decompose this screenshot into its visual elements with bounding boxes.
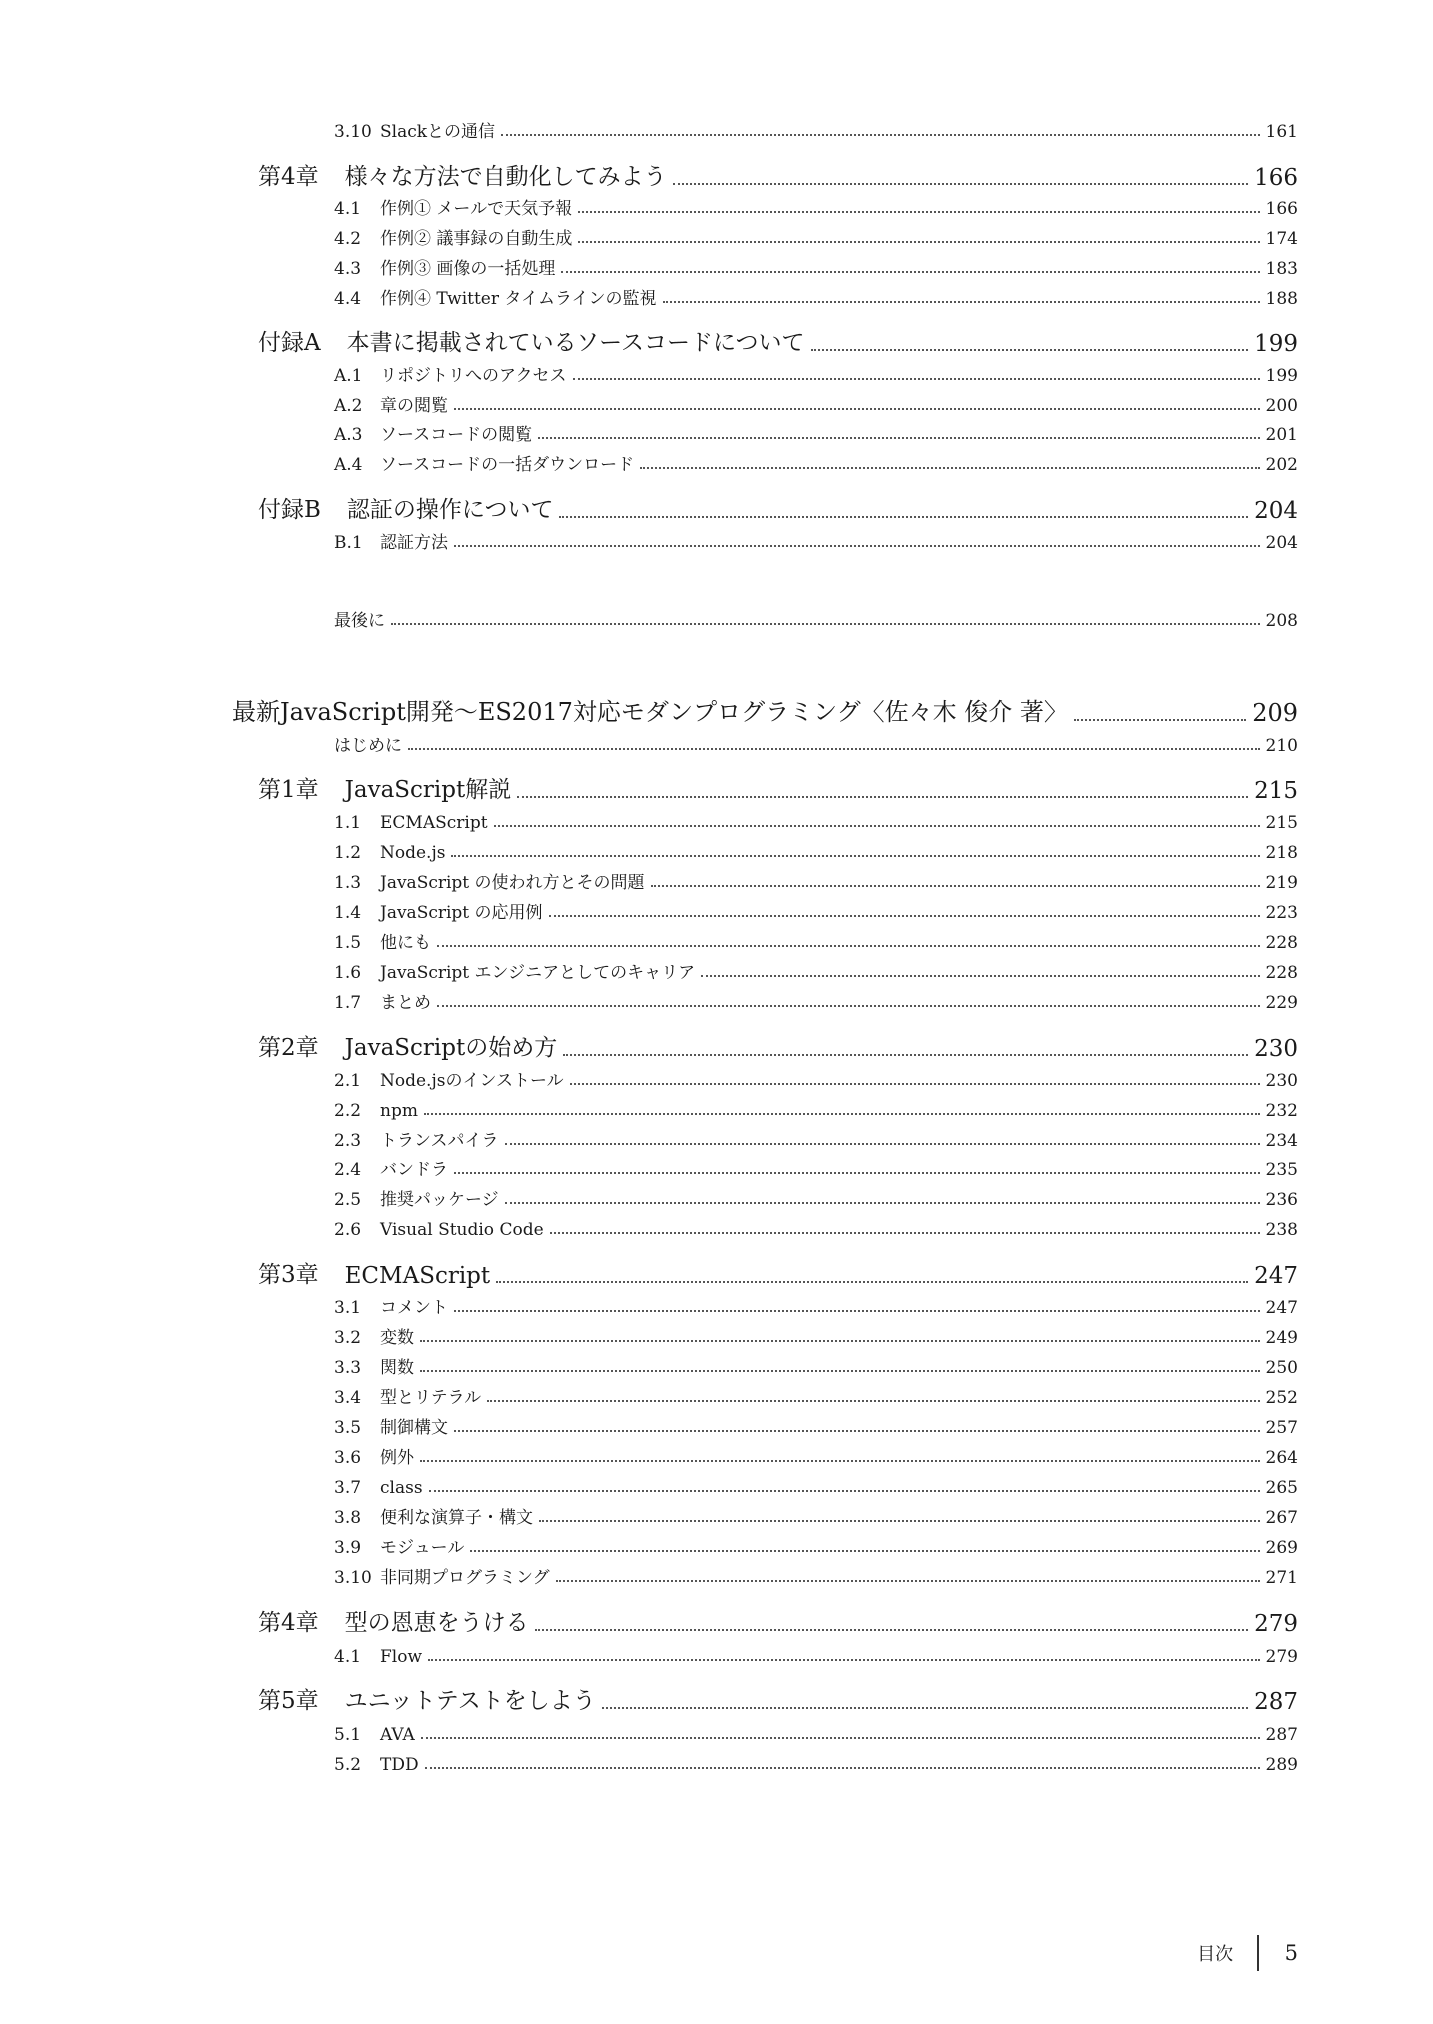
entry-title: 他にも [380, 933, 431, 953]
entry-page-number: 234 [1265, 1131, 1298, 1151]
entry-number: A.4 [334, 455, 363, 475]
entry-title: 作例④ Twitter タイムラインの監視 [380, 289, 657, 309]
toc-section-entry [334, 960, 1298, 983]
entry-number: 3.2 [334, 1328, 362, 1348]
entry-title: ECMAScript [344, 1263, 491, 1289]
toc-section-entry [334, 840, 1298, 863]
entry-number: 1.5 [334, 933, 362, 953]
dot-leader [421, 1737, 1260, 1739]
entry-title: リポジトリへのアクセス [380, 366, 567, 386]
toc-chapter-entry [258, 1260, 1298, 1289]
toc-section-entry [334, 1068, 1298, 1091]
entry-page-number: 250 [1265, 1358, 1298, 1378]
dot-leader [454, 1172, 1260, 1174]
dot-leader [538, 437, 1259, 439]
entry-title: 作例② 議事録の自動生成 [380, 229, 573, 249]
dot-leader [663, 301, 1260, 303]
entry-page-number: 188 [1265, 289, 1298, 309]
toc-section-entry [334, 930, 1298, 953]
entry-page-number: 236 [1265, 1190, 1298, 1210]
entry-title: ソースコードの閲覧 [380, 425, 533, 445]
entry-title: ソースコードの一括ダウンロード [380, 455, 635, 475]
entry-number: 3.3 [334, 1358, 362, 1378]
entry-page-number: 235 [1265, 1160, 1298, 1180]
entry-page-number: 199 [1265, 366, 1298, 386]
toc-chapter-entry [258, 775, 1298, 804]
entry-number: 1.2 [334, 843, 362, 863]
entry-number: 付録A [258, 330, 321, 356]
entry-title: 便利な演算子・構文 [380, 1508, 533, 1528]
dot-leader [429, 1490, 1260, 1492]
entry-page-number: 228 [1265, 933, 1298, 953]
entry-page-number: 287 [1254, 1689, 1298, 1715]
entry-title: モジュール [380, 1538, 465, 1558]
entry-page-number: 279 [1265, 1647, 1298, 1667]
entry-page-number: 257 [1265, 1418, 1298, 1438]
dot-leader [437, 945, 1260, 947]
entry-page-number: 267 [1265, 1508, 1298, 1528]
entry-page-number: 264 [1265, 1448, 1298, 1468]
toc-section-entry [334, 900, 1298, 923]
entry-number: 第5章 [258, 1688, 319, 1714]
entry-number: 3.9 [334, 1538, 362, 1558]
entry-page-number: 219 [1265, 873, 1298, 893]
dot-leader [437, 1005, 1260, 1007]
toc-chapter-entry [258, 328, 1298, 357]
entry-page-number: 238 [1265, 1220, 1298, 1240]
entry-page-number: 289 [1265, 1755, 1298, 1775]
entry-page-number: 265 [1265, 1478, 1298, 1498]
entry-number: 3.10 [334, 122, 372, 142]
entry-number: 2.1 [334, 1071, 362, 1091]
toc-section-entry [334, 1385, 1298, 1408]
dot-leader [408, 748, 1260, 750]
entry-page-number: 230 [1265, 1071, 1298, 1091]
entry-number: 第4章 [258, 1610, 319, 1636]
dot-leader [424, 1113, 1260, 1115]
entry-page-number: 204 [1254, 498, 1298, 524]
entry-number: 5.1 [334, 1725, 362, 1745]
entry-title: ユニットテストをしよう [344, 1688, 596, 1714]
entry-page-number: 208 [1265, 611, 1298, 631]
entry-number: 3.7 [334, 1478, 362, 1498]
toc-section-entry [334, 1535, 1298, 1558]
dot-leader [420, 1370, 1260, 1372]
dot-leader [496, 1281, 1248, 1283]
dot-leader [651, 885, 1260, 887]
entry-page-number: 218 [1265, 843, 1298, 863]
entry-title: 作例③ 画像の一括処理 [380, 259, 556, 279]
entry-number: 1.6 [334, 963, 362, 983]
toc-chapter-entry [258, 495, 1298, 524]
entry-number: 3.6 [334, 1448, 362, 1468]
dot-leader [550, 1232, 1260, 1234]
toc-section-entry [334, 810, 1298, 833]
toc-section-entry [334, 452, 1298, 475]
entry-number: 2.3 [334, 1131, 362, 1151]
dot-leader [470, 1550, 1259, 1552]
entry-title: 認証方法 [380, 533, 448, 553]
entry-title: バンドラ [380, 1160, 448, 1180]
entry-title: コメント [380, 1298, 448, 1318]
entry-page-number: 230 [1254, 1036, 1298, 1062]
entry-page-number: 215 [1254, 778, 1298, 804]
dot-leader [505, 1143, 1260, 1145]
toc-chapter-entry [258, 1608, 1298, 1637]
toc-intro-entry [334, 608, 1298, 631]
entry-title: 作例① メールで天気予報 [380, 199, 573, 219]
entry-title: class [380, 1478, 423, 1498]
dot-leader [517, 796, 1248, 798]
toc-chapter-entry [258, 162, 1298, 191]
entry-page-number: 204 [1265, 533, 1298, 553]
toc-section-entry [334, 1187, 1298, 1210]
toc-section-entry [334, 1752, 1298, 1775]
entry-page-number: 201 [1265, 425, 1298, 445]
entry-title: 最後に [334, 611, 385, 631]
dot-leader [556, 1580, 1260, 1582]
entry-page-number: 232 [1265, 1101, 1298, 1121]
entry-title: 関数 [380, 1358, 414, 1378]
entry-title: 型の恩恵をうける [344, 1610, 529, 1636]
entry-page-number: 223 [1265, 903, 1298, 923]
toc-intro-entry [334, 733, 1298, 756]
entry-number: 1.3 [334, 873, 362, 893]
dot-leader [561, 271, 1259, 273]
toc-section-entry [334, 1644, 1298, 1667]
dot-leader [451, 855, 1259, 857]
toc-section-entry [334, 226, 1298, 249]
entry-number: A.2 [334, 396, 363, 416]
dot-leader [578, 241, 1259, 243]
entry-page-number: 215 [1265, 813, 1298, 833]
entry-title: 変数 [380, 1328, 414, 1348]
toc-section-entry [334, 1128, 1298, 1151]
dot-leader [563, 1054, 1248, 1056]
entry-page-number: 166 [1254, 165, 1298, 191]
toc-section-entry [334, 1098, 1298, 1121]
entry-number: 2.2 [334, 1101, 362, 1121]
entry-number: 3.1 [334, 1298, 362, 1318]
entry-number: B.1 [334, 533, 363, 553]
entry-page-number: 183 [1265, 259, 1298, 279]
entry-number: 5.2 [334, 1755, 362, 1775]
toc-section-entry [334, 422, 1298, 445]
dot-leader [535, 1629, 1248, 1631]
entry-page-number: 287 [1265, 1725, 1298, 1745]
entry-page-number: 228 [1265, 963, 1298, 983]
entry-title: JavaScriptの始め方 [344, 1035, 558, 1061]
toc-section-entry [334, 286, 1298, 309]
entry-title: 型とリテラル [380, 1388, 482, 1408]
dot-leader [487, 1400, 1259, 1402]
entry-page-number: 166 [1265, 199, 1298, 219]
dot-leader [454, 408, 1260, 410]
entry-page-number: 247 [1265, 1298, 1298, 1318]
dot-leader [539, 1520, 1260, 1522]
toc-section-entry [334, 1475, 1298, 1498]
entry-number: 1.4 [334, 903, 362, 923]
entry-number: 第2章 [258, 1035, 319, 1061]
dot-leader [549, 915, 1260, 917]
entry-number: 4.1 [334, 1647, 362, 1667]
toc-section-entry [334, 1217, 1298, 1240]
toc-section-entry [334, 196, 1298, 219]
entry-title: 推奨パッケージ [380, 1190, 499, 1210]
toc-section-entry [334, 1157, 1298, 1180]
dot-leader [428, 1659, 1260, 1661]
entry-number: 3.8 [334, 1508, 362, 1528]
entry-title: トランスパイラ [380, 1131, 499, 1151]
dot-leader [454, 1430, 1260, 1432]
dot-leader [602, 1707, 1248, 1709]
entry-page-number: 199 [1254, 331, 1298, 357]
entry-number: A.1 [334, 366, 363, 386]
toc-section-entry [334, 1505, 1298, 1528]
entry-number: 3.5 [334, 1418, 362, 1438]
entry-title: TDD [380, 1755, 419, 1775]
entry-title: 最新JavaScript開発～ES2017対応モダンプログラミング〈佐々木 俊介 著〉 [232, 698, 1068, 726]
entry-number: A.3 [334, 425, 363, 445]
dot-leader [501, 134, 1260, 136]
entry-number: 1.7 [334, 993, 362, 1013]
entry-number: 2.6 [334, 1220, 362, 1240]
entry-title: まとめ [380, 993, 431, 1013]
entry-title: Slackとの通信 [380, 122, 496, 142]
entry-number: 3.4 [334, 1388, 362, 1408]
entry-page-number: 200 [1265, 396, 1298, 416]
dot-leader [505, 1202, 1260, 1204]
entry-title: Node.js [380, 843, 446, 863]
entry-title: JavaScript解説 [344, 777, 512, 803]
entry-page-number: 271 [1265, 1568, 1298, 1588]
entry-title: 制御構文 [380, 1418, 448, 1438]
toc-chapter-entry [258, 1686, 1298, 1715]
entry-number: 4.1 [334, 199, 362, 219]
entry-page-number: 210 [1265, 736, 1298, 756]
toc-section-entry [334, 393, 1298, 416]
entry-title: JavaScript エンジニアとしてのキャリア [380, 963, 696, 983]
entry-title: 認証の操作について [346, 497, 554, 523]
toc-section-entry [334, 1722, 1298, 1745]
dot-leader [420, 1340, 1260, 1342]
entry-page-number: 229 [1265, 993, 1298, 1013]
entry-number: 3.10 [334, 1568, 372, 1588]
entry-title: 本書に掲載されているソースコードについて [346, 330, 805, 356]
toc-section-entry [334, 363, 1298, 386]
entry-page-number: 279 [1254, 1611, 1298, 1637]
dot-leader [454, 545, 1260, 547]
entry-title: 章の閲覧 [380, 396, 448, 416]
toc-section-entry [334, 990, 1298, 1013]
dot-leader [811, 349, 1249, 351]
entry-number: 4.2 [334, 229, 362, 249]
toc-book-title-entry [232, 697, 1298, 727]
entry-title: 様々な方法で自動化してみよう [344, 164, 667, 190]
entry-title: 非同期プログラミング [380, 1568, 550, 1588]
entry-page-number: 252 [1265, 1388, 1298, 1408]
dot-leader [391, 623, 1260, 625]
toc-section-entry [334, 1415, 1298, 1438]
entry-title: npm [380, 1101, 418, 1121]
dot-leader [673, 183, 1248, 185]
entry-number: 2.5 [334, 1190, 362, 1210]
entry-page-number: 161 [1265, 122, 1298, 142]
entry-number: 第1章 [258, 777, 319, 803]
toc-section-entry [334, 1445, 1298, 1468]
toc-section-entry [334, 1295, 1298, 1318]
entry-page-number: 269 [1265, 1538, 1298, 1558]
entry-page-number: 249 [1265, 1328, 1298, 1348]
entry-number: 2.4 [334, 1160, 362, 1180]
entry-title: JavaScript の使われ方とその問題 [380, 873, 645, 893]
entry-title: Node.jsのインストール [380, 1071, 564, 1091]
toc-section-entry [334, 256, 1298, 279]
dot-leader [701, 975, 1259, 977]
page-footer [1197, 1935, 1298, 1971]
entry-page-number: 247 [1254, 1263, 1298, 1289]
dot-leader [570, 1083, 1260, 1085]
entry-number: 1.1 [334, 813, 362, 833]
entry-page-number: 202 [1265, 455, 1298, 475]
toc-section-entry [334, 870, 1298, 893]
entry-number: 4.4 [334, 289, 362, 309]
entry-title: ECMAScript [380, 813, 488, 833]
dot-leader [578, 211, 1259, 213]
dot-leader [494, 825, 1260, 827]
dot-leader [425, 1767, 1260, 1769]
footer-section-label: 目次 [1197, 1944, 1234, 1965]
dot-leader [640, 467, 1259, 469]
entry-number: 第4章 [258, 164, 319, 190]
entry-title: 例外 [380, 1448, 414, 1468]
entry-title: Flow [380, 1647, 423, 1667]
toc-chapter-entry [258, 1033, 1298, 1062]
page-number: 5 [1284, 1941, 1298, 1965]
toc-section-entry [334, 1565, 1298, 1588]
entry-title: AVA [380, 1725, 415, 1745]
toc-section-entry [334, 1325, 1298, 1348]
entry-page-number: 209 [1252, 699, 1298, 727]
dot-leader [420, 1460, 1260, 1462]
entry-number: 付録B [258, 497, 321, 523]
entry-number: 4.3 [334, 259, 362, 279]
footer-divider [1257, 1935, 1259, 1971]
entry-title: JavaScript の応用例 [380, 903, 543, 923]
dot-leader [573, 378, 1260, 380]
entry-number: 第3章 [258, 1262, 319, 1288]
toc-section-entry [334, 1355, 1298, 1378]
entry-title: はじめに [334, 736, 402, 756]
toc-section-entry [334, 530, 1298, 553]
toc-section-entry [334, 119, 1298, 142]
dot-leader [559, 516, 1248, 518]
entry-page-number: 174 [1265, 229, 1298, 249]
dot-leader [454, 1310, 1260, 1312]
dot-leader [1074, 719, 1246, 721]
entry-title: Visual Studio Code [380, 1220, 544, 1240]
